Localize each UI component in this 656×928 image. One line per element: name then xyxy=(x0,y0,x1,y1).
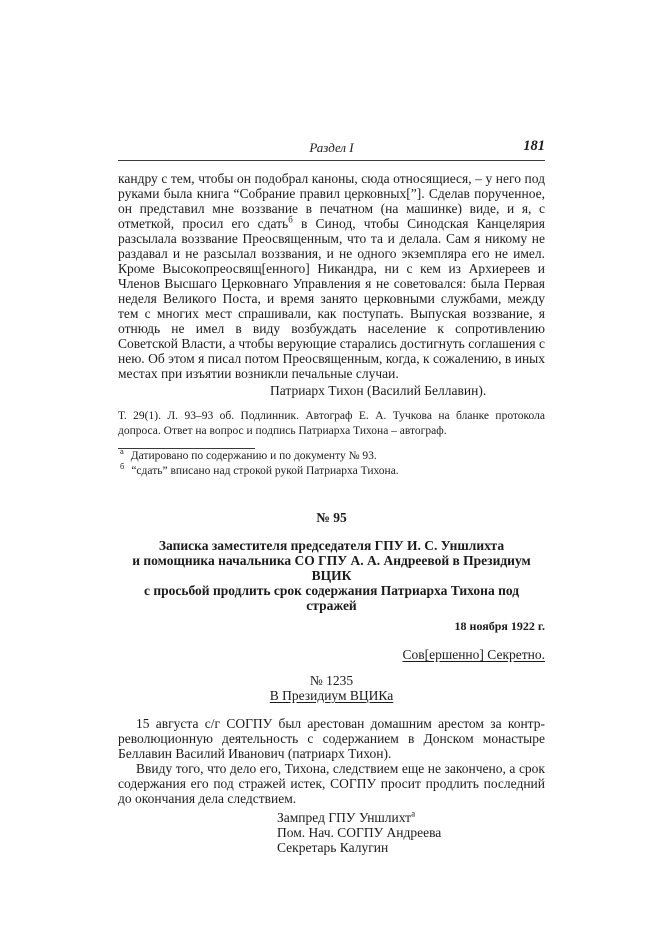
doc95-title-line-1: Записка заместителя председателя ГПУ И. С. Уншлихта xyxy=(158,538,505,553)
page-number: 181 xyxy=(523,138,545,154)
section-title: Раздел I xyxy=(309,140,354,155)
doc95-date: 18 ноября 1922 г. xyxy=(454,619,545,633)
footnote-b-text: “сдать” вписано над строкой рукой Патриарха Тихона. xyxy=(131,465,399,477)
footnote-b xyxy=(118,461,545,479)
doc95-title xyxy=(118,538,545,613)
doc94-signature: Патриарх Тихон (Василий Беллавин). xyxy=(270,383,487,398)
page-header xyxy=(118,140,545,161)
doc95-signature-1: Зампред ГПУ Уншлихт$^а$ xyxy=(277,808,416,825)
doc94-body-text-before-note: кандру с тем, чтобы он подобрал каноны, сюда относящиеся, – у него под руками была книга “Собрание правил церковных[”]. Сделав порученное, он представил мне воззвание в печатном (на машинке) виде, и я, с отметкой, просил его сдать xyxy=(118,171,545,231)
doc95-number: № 95 xyxy=(316,510,347,525)
doc95-paragraph-2: Ввиду того, что дело его, Тихона, следствием еще не закончено, а срок содержания его под стражей истек, СОГПУ просит продлить последний до окончания дела следствием. xyxy=(118,761,545,806)
doc95-paragraph-1: 15 августа с/г СОГПУ был арестован домашним арестом за контр-революционную деятельность с содержанием в Донском монастыре Беллавин Василий Иванович (патриарх Тихон). xyxy=(118,716,545,761)
doc95-signature-block xyxy=(277,810,545,855)
footnote-a-text: Датировано по содержанию и по документу № 93. xyxy=(130,450,377,462)
doc95-signature-2: Пом. Нач. СОГПУ Андреева xyxy=(277,825,442,840)
footnote-a-marker: а xyxy=(120,446,124,457)
doc95-outgoing-number: № 1235 xyxy=(309,673,354,688)
footnote-a xyxy=(118,446,545,464)
doc94-body-text-after-note: в Синод, чтобы Синодская Канцелярия разсылала воззвание Преосвященным, что та и делала. Сам я никому не раздавал и не разсылал воззвания, и не одного экземпляра его не имел. Кроме Высокопреосвящ[енного] Никандра, ни с кем из Архиереев и Членов Высшаго Церковнаго Управления я не советовался: была Первая неделя Великого Поста, и время занято церковными службами, между тем с многих мест спрашивали, как поступать. Выпуская воззвание, я отнюдь не имел в виду возбуждать население к сопротивлению Советской Власти, а чтобы верующие старались достигнуть соглашения с нею. Об этом я писал потом Преосвященным, когда, к сожалению, в иных местах при изъятии возникли печальные случаи. xyxy=(118,216,545,381)
doc94-archival-note: Т. 29(1). Л. 93–93 об. Подлинник. Автограф Е. А. Тучкова на бланке протокола допроса. Ответ на вопрос и подпись Патриарха Тихона – автограф. xyxy=(118,410,545,437)
footnote-b-marker: б xyxy=(120,461,125,472)
doc95-signature-3: Секретарь Калугин xyxy=(277,840,389,855)
footnote-reference-a: а xyxy=(411,808,416,819)
doc95-classification: Сов[ершенно] Секретно. xyxy=(402,647,545,662)
document-95 xyxy=(118,510,545,855)
doc94-body-paragraph xyxy=(118,171,545,381)
document-94-continuation xyxy=(118,171,545,479)
doc95-title-line-2: и помощника начальника СО ГПУ А. А. Андреевой в Президиум ВЦИК xyxy=(132,553,531,583)
footnote-reference-b: б xyxy=(288,214,293,225)
doc95-title-line-3: с просьбой продлить срок содержания Патриарха Тихона под стражей xyxy=(143,583,520,613)
doc95-addressee: В Президиум ВЦИКа xyxy=(269,688,394,703)
